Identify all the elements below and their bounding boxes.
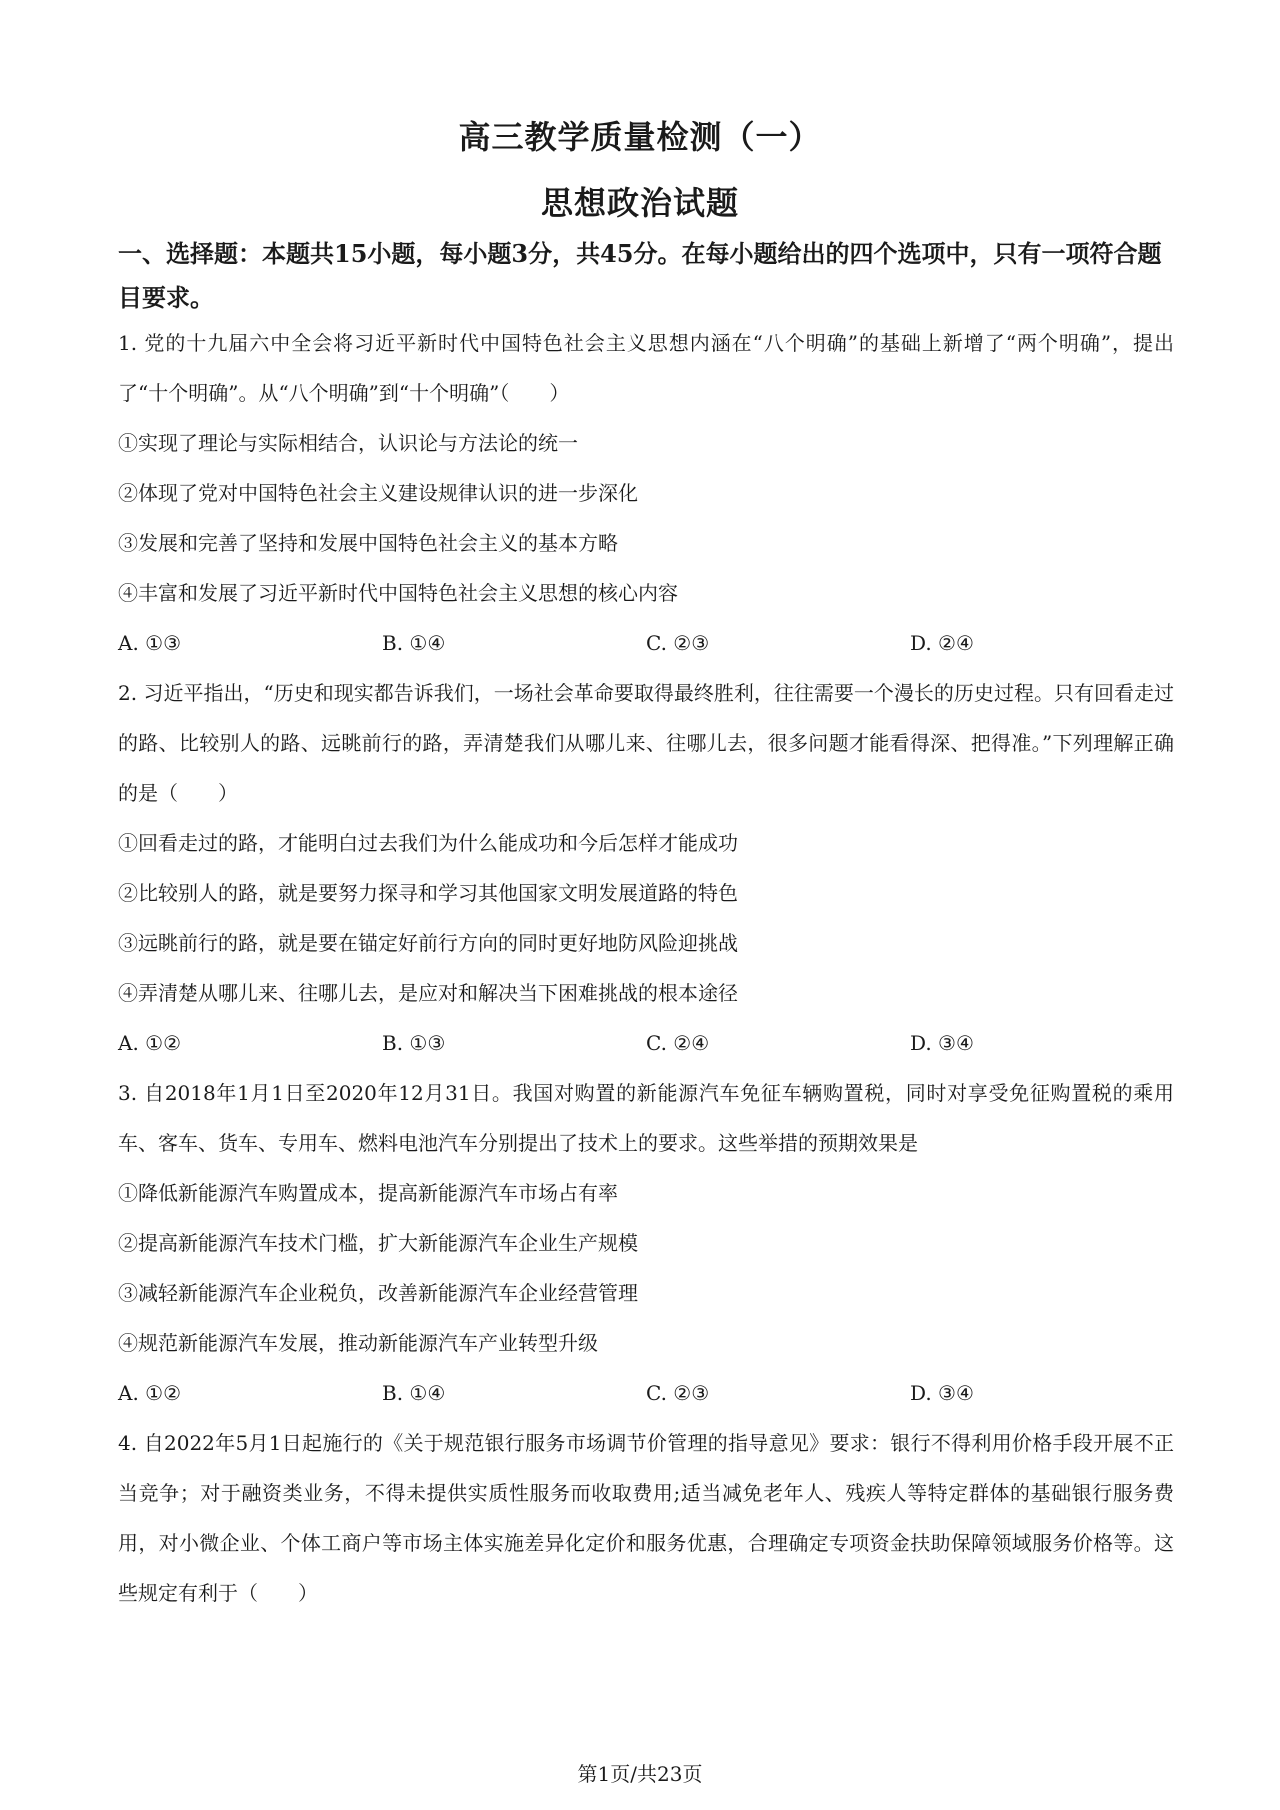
question-list [118,318,1174,1618]
answer-choices [118,1368,1174,1418]
question-stem: 2. 习近平指出，“历史和现实都告诉我们，一场社会革命要取得最终胜利，往往需要一个漫长的历史过程。只有回看走过的路、比较别人的路、远眺前行的路，弄清楚我们从哪儿来、往哪儿去，很多问题才能看得深、把得准。”下列理解正确的是（ ） [118,681,1174,805]
question-stem: 1. 党的十九届六中全会将习近平新时代中国特色社会主义思想内涵在“八个明确”的基础上新增了“两个明确”，提出了“十个明确”。从“八个明确”到“十个明确”（ ） [118,331,1174,405]
answer-choices [118,1018,1174,1068]
choice-b: B. ①③ [382,1031,446,1055]
page-footer: 第1页/共23页 [577,1762,703,1786]
question-option: ①回看走过的路，才能明白过去我们为什么能成功和今后怎样才能成功 [118,831,738,855]
choice-d: D. ③④ [910,1381,974,1405]
choice-b: B. ①④ [382,1381,446,1405]
question-option: ③发展和完善了坚持和发展中国特色社会主义的基本方略 [118,531,618,555]
question-option: ④丰富和发展了习近平新时代中国特色社会主义思想的核心内容 [118,581,678,605]
question-option: ④规范新能源汽车发展，推动新能源汽车产业转型升级 [118,1331,598,1355]
question-option: ①实现了理论与实际相结合，认识论与方法论的统一 [118,431,578,455]
page-title: 高三教学质量检测（一） [458,118,822,156]
choice-b: B. ①④ [382,631,446,655]
question-option: ③远眺前行的路，就是要在锚定好前行方向的同时更好地防风险迎挑战 [118,931,738,955]
question-stem: 3. 自2018年1月1日至2020年12月31日。我国对购置的新能源汽车免征车辆购置税，同时对享受免征购置税的乘用车、客车、货车、专用车、燃料电池汽车分别提出了技术上的要求。这些举措的预期效果是 [118,1081,1174,1155]
answer-choices [118,618,1174,668]
choice-a: A. ①② [118,1381,182,1405]
choice-d: D. ③④ [910,1031,974,1055]
choice-c: C. ②③ [646,1381,710,1405]
question-1 [118,318,1174,668]
question-2 [118,668,1174,1068]
choice-c: C. ②④ [646,1031,710,1055]
question-stem: 4. 自2022年5月1日起施行的《关于规范银行服务市场调节价管理的指导意见》要求：银行不得利用价格手段开展不正当竞争；对于融资类业务，不得未提供实质性服务而收取费用;适当减免老年人、残疾人等特定群体的基础银行服务费用，对小微企业、个体工商户等市场主体实施差异化定价和服务优惠，合理确定专项资金扶助保障领域服务价格等。这些规定有利于（ ） [118,1431,1174,1605]
choice-c: C. ②③ [646,631,710,655]
question-option: ①降低新能源汽车购置成本，提高新能源汽车市场占有率 [118,1181,618,1205]
section-heading: 一、选择题：本题共15小题，每小题3分，共45分。在每小题给出的四个选项中，只有一项符合题目要求。 [118,239,1162,312]
question-option: ④弄清楚从哪儿来、往哪儿去，是应对和解决当下困难挑战的根本途径 [118,981,738,1005]
question-4 [118,1418,1174,1618]
question-option: ②体现了党对中国特色社会主义建设规律认识的进一步深化 [118,481,638,505]
choice-a: A. ①③ [118,631,182,655]
question-option: ③减轻新能源汽车企业税负，改善新能源汽车企业经营管理 [118,1281,638,1305]
choice-a: A. ①② [118,1031,182,1055]
choice-d: D. ②④ [910,631,974,655]
question-3 [118,1068,1174,1418]
page-subtitle: 思想政治试题 [540,184,739,222]
question-option: ②比较别人的路，就是要努力探寻和学习其他国家文明发展道路的特色 [118,881,738,905]
question-option: ②提高新能源汽车技术门槛，扩大新能源汽车企业生产规模 [118,1231,638,1255]
